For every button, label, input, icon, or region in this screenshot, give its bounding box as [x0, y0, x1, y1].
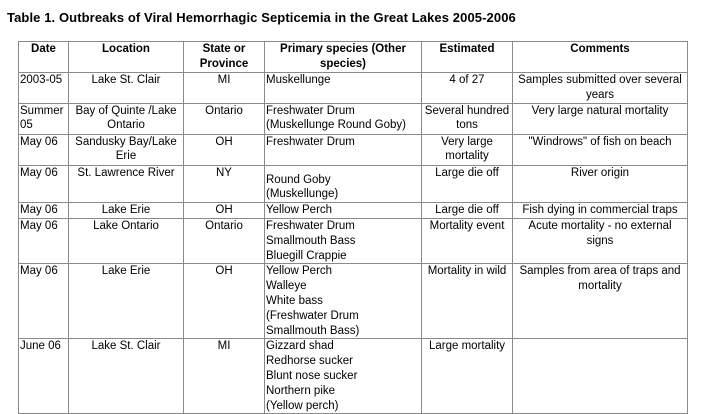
header-row	[19, 42, 688, 73]
cell-location: Sandusky Bay/Lake Erie	[69, 134, 184, 165]
cell-date: Summer 05	[19, 103, 69, 134]
outbreaks-table	[18, 41, 688, 414]
cell-comments: Fish dying in commercial traps	[513, 203, 688, 219]
header-state: State or Province	[184, 42, 265, 73]
cell-date: May 06	[19, 218, 69, 263]
cell-location: Lake Erie	[69, 264, 184, 339]
cell-estimated: Mortality event	[422, 218, 513, 263]
header-comments: Comments	[513, 42, 688, 73]
cell-state: Ontario	[184, 103, 265, 134]
cell-estimated: Large die off	[422, 165, 513, 203]
table-title: Table 1. Outbreaks of Viral Hemorrhagic Septicemia in the Great Lakes 2005-2006	[7, 10, 516, 25]
cell-species	[265, 264, 422, 339]
cell-species	[265, 165, 422, 203]
species-line: (Muskellunge)	[266, 188, 339, 201]
cell-state: MI	[184, 73, 265, 104]
cell-species	[265, 134, 422, 165]
cell-date: May 06	[19, 264, 69, 339]
cell-estimated: Mortality in wild	[422, 264, 513, 339]
species-line: Yellow Perch	[266, 204, 333, 217]
cell-location: Lake Ontario	[69, 218, 184, 263]
cell-estimated: Very large mortality	[422, 134, 513, 165]
cell-state: OH	[184, 264, 265, 339]
species-line: (Yellow perch)	[266, 399, 339, 412]
species-line: Blunt nose sucker	[266, 369, 358, 382]
species-line: Northern pike	[266, 384, 336, 397]
cell-species	[265, 73, 422, 104]
table-row	[19, 339, 688, 414]
table-row	[19, 165, 688, 203]
table-row	[19, 203, 688, 219]
cell-state: MI	[184, 339, 265, 414]
cell-species	[265, 339, 422, 414]
table-row	[19, 103, 688, 134]
cell-estimated: 4 of 27	[422, 73, 513, 104]
cell-estimated: Large mortality	[422, 339, 513, 414]
species-line: Freshwater Drum	[266, 219, 355, 232]
cell-date: June 06	[19, 339, 69, 414]
table-row	[19, 218, 688, 263]
species-line: Smallmouth Bass)	[266, 324, 360, 337]
species-line: White bass	[266, 294, 323, 307]
species-line: Round Goby	[266, 173, 331, 186]
cell-date: May 06	[19, 203, 69, 219]
table-row	[19, 73, 688, 104]
cell-comments: Samples submitted over several years	[513, 73, 688, 104]
cell-comments: "Windrows" of fish on beach	[513, 134, 688, 165]
table-row	[19, 134, 688, 165]
cell-location: Lake Erie	[69, 203, 184, 219]
cell-comments: Very large natural mortality	[513, 103, 688, 134]
cell-comments: Samples from area of traps and mortality	[513, 264, 688, 339]
cell-date: 2003-05	[19, 73, 69, 104]
header-estimated: Estimated	[422, 42, 513, 73]
header-species: Primary species (Other species)	[265, 42, 422, 73]
cell-state: OH	[184, 203, 265, 219]
species-line: Walleye	[266, 280, 307, 293]
cell-location: Lake St. Clair	[69, 73, 184, 104]
species-line: Freshwater Drum	[266, 135, 355, 148]
cell-comments: Acute mortality - no external signs	[513, 218, 688, 263]
species-line: Muskellunge	[266, 74, 331, 86]
cell-species	[265, 218, 422, 263]
cell-comments: River origin	[513, 165, 688, 203]
header-location: Location	[69, 42, 184, 73]
cell-date: May 06	[19, 134, 69, 165]
species-line: Freshwater Drum	[266, 104, 355, 117]
table-row	[19, 264, 688, 339]
cell-estimated: Large die off	[422, 203, 513, 219]
species-line: Bluegill Crappie	[266, 249, 347, 262]
cell-state: NY	[184, 165, 265, 203]
species-line: (Freshwater Drum	[266, 309, 359, 322]
species-line: (Muskellunge Round Goby)	[266, 119, 406, 132]
cell-species	[265, 103, 422, 134]
cell-location: St. Lawrence River	[69, 165, 184, 203]
cell-estimated: Several hundred tons	[422, 103, 513, 134]
cell-species	[265, 203, 422, 219]
cell-state: Ontario	[184, 218, 265, 263]
species-line: Redhorse sucker	[266, 355, 353, 368]
cell-location: Bay of Quinte /Lake Ontario	[69, 103, 184, 134]
species-line: Yellow Perch	[266, 265, 333, 278]
header-date: Date	[19, 42, 69, 73]
species-line: Smallmouth Bass	[266, 234, 356, 247]
cell-state: OH	[184, 134, 265, 165]
cell-comments	[513, 339, 688, 414]
cell-date: May 06	[19, 165, 69, 203]
species-line: Gizzard shad	[266, 340, 334, 353]
cell-location: Lake St. Clair	[69, 339, 184, 414]
